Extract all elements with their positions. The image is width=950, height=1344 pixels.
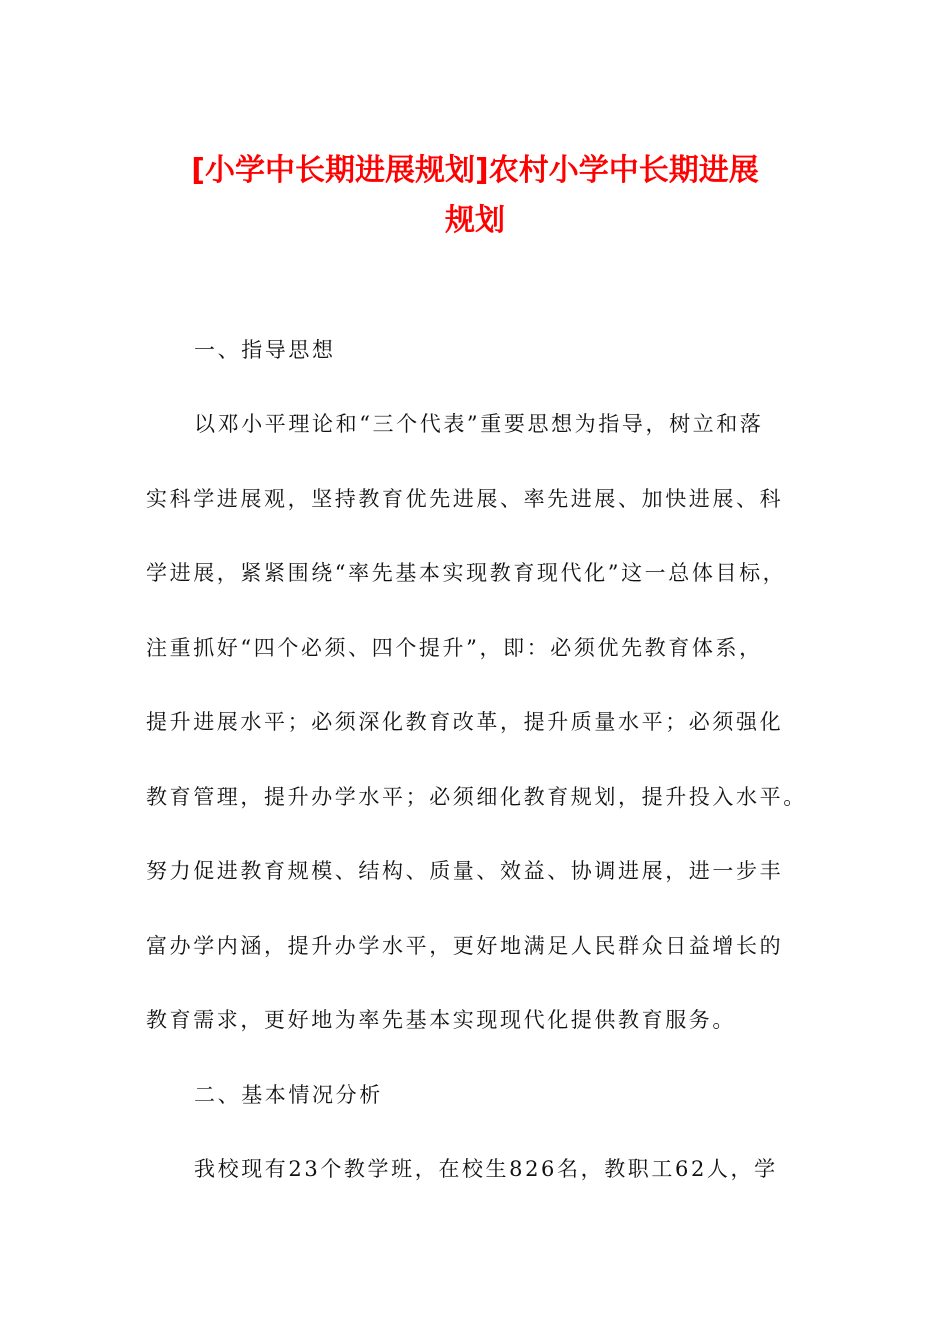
- paragraph-line: 注重抓好“四个必须、四个提升”，即：必须优先教育体系，: [146, 636, 763, 660]
- paragraph-line: 教育管理，提升办学水平；必须细化教育规划，提升投入水平。: [146, 785, 807, 809]
- section-heading-basic-situation: 二、基本情况分析: [194, 1083, 383, 1107]
- paragraph-line: 以邓小平理论和“三个代表”重要思想为指导，树立和落: [194, 412, 764, 436]
- paragraph-line: 学进展，紧紧围绕“率先基本实现教育现代化”这一总体目标，: [146, 561, 787, 585]
- title-line-2: 规划: [445, 203, 505, 238]
- title-line-1: [小学中长期进展规划]农村小学中长期进展: [191, 153, 759, 188]
- paragraph-line: 我校现有23个教学班，在校生826名，教职工62人，学: [194, 1157, 778, 1181]
- paragraph-line: 富办学内涵，提升办学水平，更好地满足人民群众日益增长的: [146, 934, 784, 958]
- paragraph-line: 教育需求，更好地为率先基本实现现代化提供教育服务。: [146, 1008, 736, 1032]
- section-heading-guiding-ideology: 一、指导思想: [194, 338, 336, 362]
- paragraph-line: 努力促进教育规模、结构、质量、效益、协调进展，进一步丰: [146, 859, 784, 883]
- paragraph-line: 实科学进展观，坚持教育优先进展、率先进展、加快进展、科: [146, 487, 784, 511]
- document-body: [146, 0, 806, 1344]
- paragraph-line: 提升进展水平；必须深化教育改革，提升质量水平；必须强化: [146, 710, 784, 734]
